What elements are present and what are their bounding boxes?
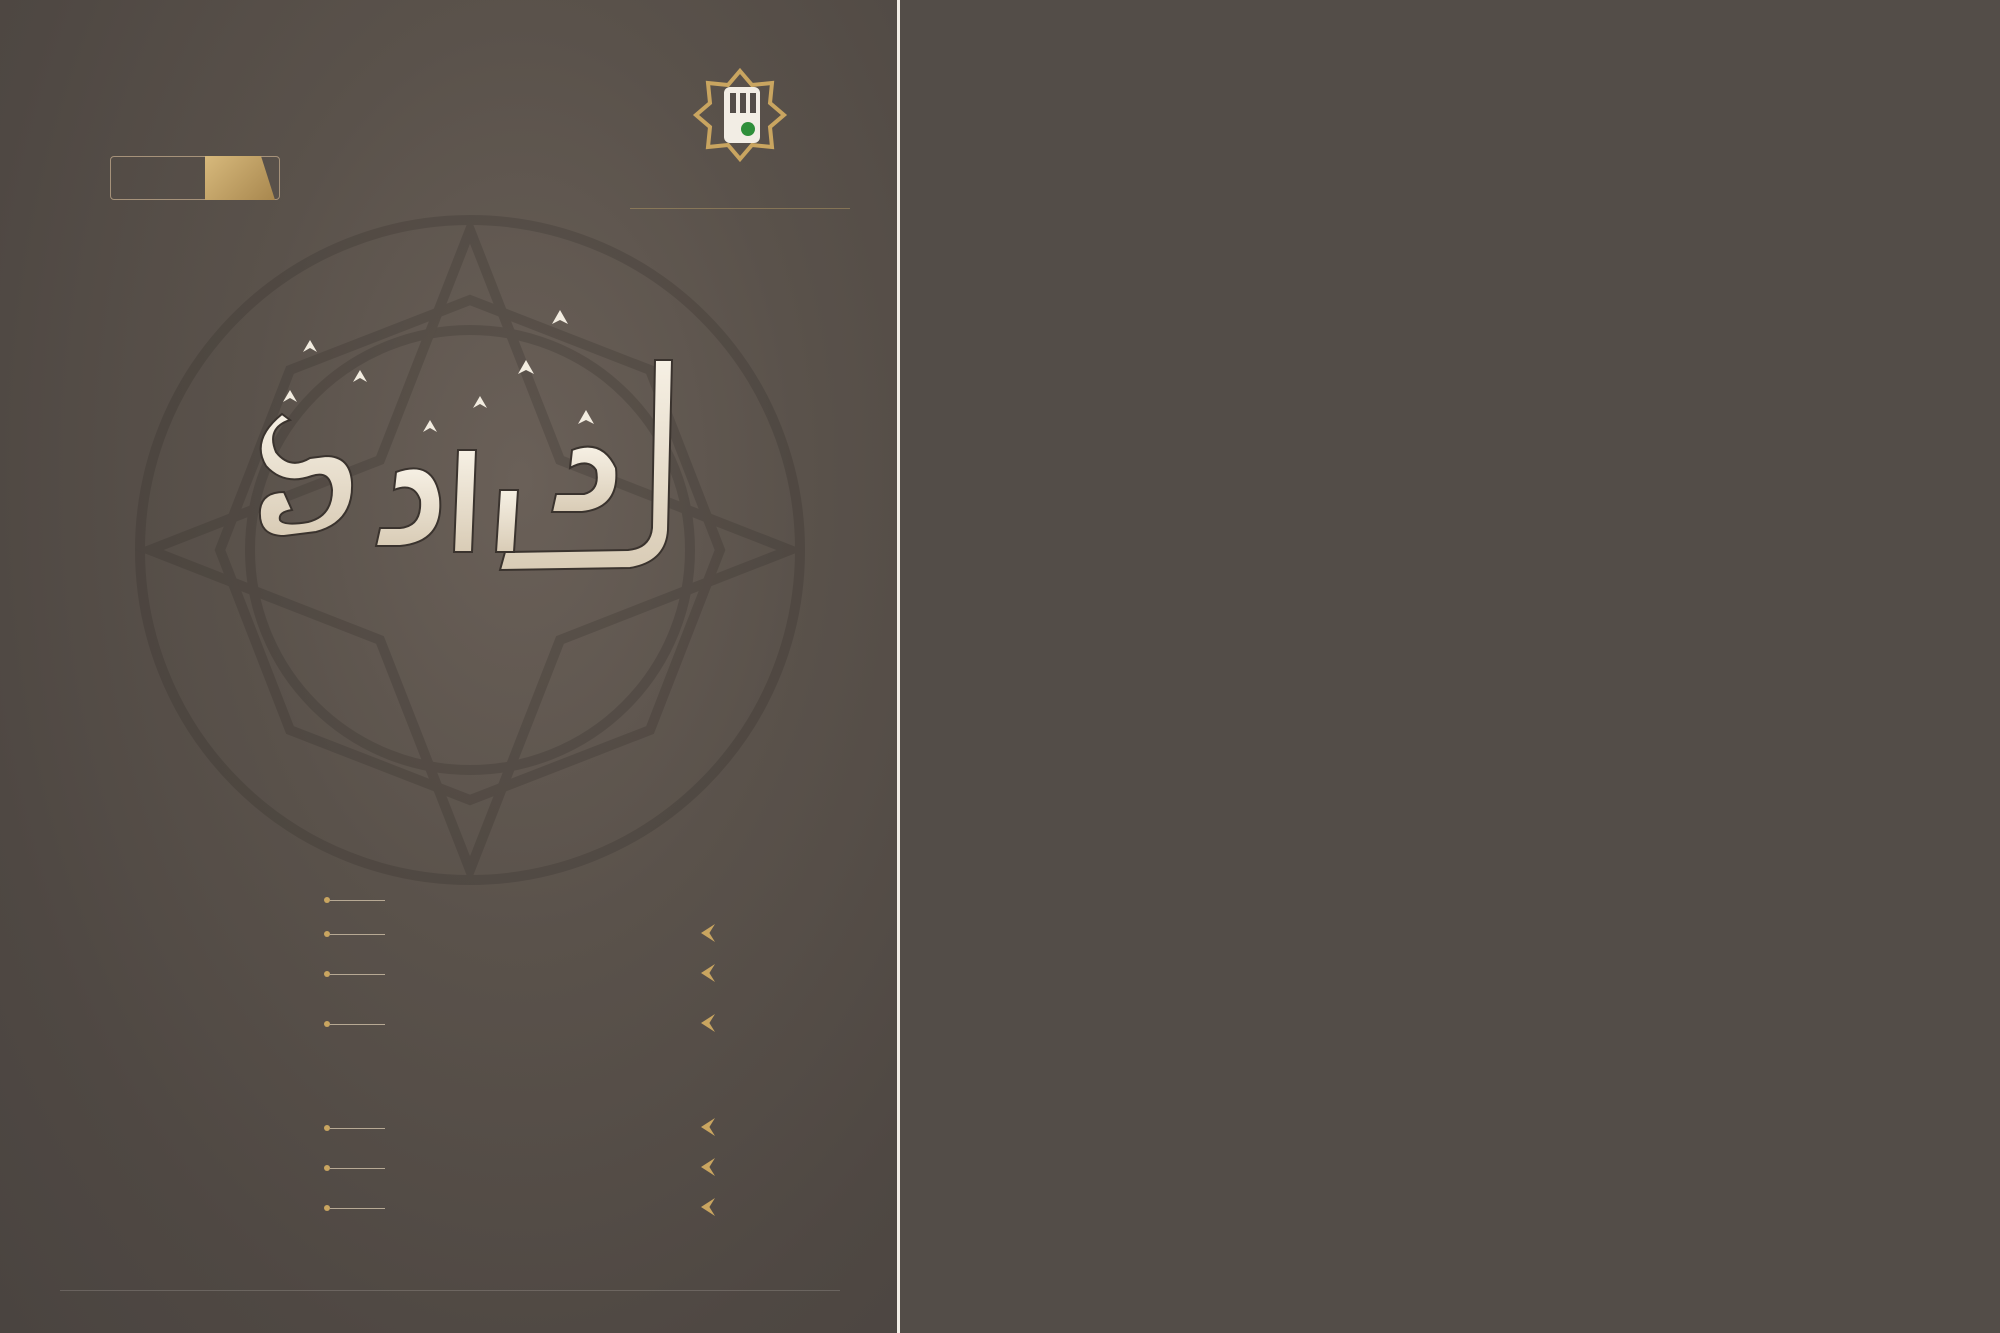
toc-arrow-icon	[701, 1118, 715, 1136]
toc-arrow-icon	[701, 924, 715, 942]
toc-leader	[330, 974, 385, 975]
magazine-title	[200, 300, 720, 600]
toc-item	[200, 960, 715, 988]
calligraphic-title-icon	[200, 300, 720, 600]
magazine-cover	[0, 0, 900, 1333]
toc-dot-icon	[324, 931, 330, 937]
publisher-name	[630, 168, 850, 209]
toc-leader	[330, 900, 385, 901]
toc-arrow-icon	[701, 1158, 715, 1176]
toc-item	[200, 886, 715, 914]
toc-item	[200, 1010, 715, 1038]
toc-arrow-icon	[701, 964, 715, 982]
toc-item	[200, 1114, 715, 1142]
toc-item	[200, 1154, 715, 1182]
toc-item	[200, 1194, 715, 1222]
toc-dot-icon	[324, 971, 330, 977]
toc-leader	[330, 1208, 385, 1209]
toc-dot-icon	[324, 1165, 330, 1171]
toc-leader	[330, 1024, 385, 1025]
toc-dot-icon	[324, 1125, 330, 1131]
toc-dot-icon	[324, 897, 330, 903]
toc-dot-icon	[324, 1021, 330, 1027]
shrine-logo-icon	[690, 65, 790, 165]
toc-item	[200, 920, 715, 948]
footer-divider	[60, 1290, 840, 1291]
toc-arrow-icon	[701, 1198, 715, 1216]
toc-leader	[330, 1168, 385, 1169]
toc-dot-icon	[324, 1205, 330, 1211]
toc-leader	[330, 1128, 385, 1129]
toc-leader	[330, 934, 385, 935]
toc-arrow-icon	[701, 1014, 715, 1032]
